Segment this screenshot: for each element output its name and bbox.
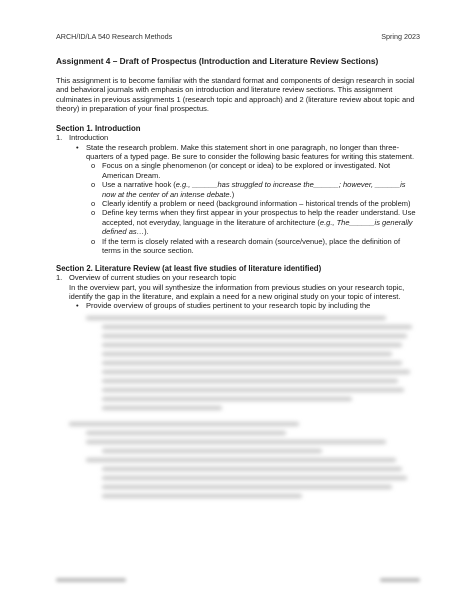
blurred-line xyxy=(86,440,386,444)
assignment-title: Assignment 4 – Draft of Prospectus (Introduction and Literature Review Sections) xyxy=(56,56,379,66)
blurred-line xyxy=(102,476,407,480)
document-body xyxy=(56,56,418,498)
blurred-line xyxy=(102,361,402,365)
blurred-footer-left xyxy=(56,578,126,582)
header-term: Spring 2023 xyxy=(381,32,420,41)
section1-item xyxy=(56,133,418,142)
blurred-line xyxy=(86,458,396,462)
bullet-marker: • xyxy=(76,142,79,152)
sub-marker: o xyxy=(91,236,96,246)
blurred-line xyxy=(102,343,402,347)
header-course: ARCH/ID/LA 540 Research Methods xyxy=(56,32,173,41)
section1-bullet-text: State the research problem. Make this statement short in one paragraph, no longer than three-quarters of a typed page. Be sure to consider the following basic features for writing this statement. xyxy=(86,142,415,162)
section1-bullet xyxy=(56,143,418,162)
blurred-line xyxy=(102,397,352,401)
section2-bullet xyxy=(56,301,418,310)
list-number: 1. xyxy=(56,133,63,143)
section1-item-label: Introduction xyxy=(69,133,109,143)
blurred-line xyxy=(102,449,322,453)
blurred-preview-region xyxy=(56,316,418,498)
section2-item xyxy=(56,273,418,282)
sub-marker: o xyxy=(91,161,96,171)
list-number: 1. xyxy=(56,273,63,283)
blurred-line xyxy=(102,325,412,329)
blurred-line xyxy=(102,388,404,392)
blurred-line xyxy=(102,406,222,410)
blurred-line xyxy=(102,352,392,356)
sub-marker: o xyxy=(91,180,96,190)
blurred-line xyxy=(102,379,398,383)
blurred-line xyxy=(102,334,407,338)
blurred-line xyxy=(102,467,402,471)
section2-heading: Section 2. Literature Review (at least five studies of literature identified) xyxy=(56,263,322,273)
sub-marker: o xyxy=(91,199,96,209)
section1-sub-4 xyxy=(56,208,418,236)
blurred-line xyxy=(102,494,302,498)
blurred-footer-right xyxy=(380,578,420,582)
sub-text: If the term is closely related with a research domain (source/venue), place the definition of terms in the source section. xyxy=(102,236,401,256)
sub-text: Clearly identify a problem or need (background information – historical trends of the problem) xyxy=(102,199,411,209)
sub-text-a: Define key terms when they first appear in your prospectus to help the reader understand. Use accepted, not everyday, language in the literature of architecture ( xyxy=(102,208,416,227)
section1-sub-3 xyxy=(56,199,418,208)
sub-text-example: e.g., ______has struggled to increase the______; however, ______is now at the center of an intense debate. xyxy=(102,180,406,199)
section1-heading: Section 1. Introduction xyxy=(56,123,141,133)
blurred-line xyxy=(102,370,410,374)
sub-text-c: ) xyxy=(231,189,235,199)
sub-text: Focus on a single phenomenon (or concept or idea) to be explored or investigated. Not American Dream. xyxy=(102,161,391,180)
bullet-marker: • xyxy=(76,301,79,311)
blurred-line xyxy=(102,485,392,489)
intro-paragraph: This assignment is to become familiar with the standard format and components of design research in social and behavioral journals with emphasis on introduction and literature review sections. This assignment culminates in previous assignments 1 (research topic and approach) and 2 (literature review about topic and theory) in preparation of your final prospectus. xyxy=(56,76,415,114)
sub-text-example: e.g., The______is generally defined as… xyxy=(102,217,413,237)
blurred-line xyxy=(69,422,299,426)
sub-text-a: Use a narrative hook ( xyxy=(102,180,176,190)
section2-bullet-text: Provide overview of groups of studies pertinent to your research topic by including the xyxy=(86,301,371,311)
section1-sub-1 xyxy=(56,161,418,180)
section1-sub-5 xyxy=(56,237,418,256)
blurred-line xyxy=(86,316,386,320)
section2-item-description: In the overview part, you will synthesize the information from previous studies on your research topic, identify the gap in the literature, and explain a need for a new original study on your topic of interest. xyxy=(69,282,405,301)
sub-text-c: ). xyxy=(144,227,149,237)
section1-sub-2 xyxy=(56,180,418,199)
blurred-line xyxy=(86,431,286,435)
section2-item-label: Overview of current studies on your research topic xyxy=(69,273,237,283)
sub-marker: o xyxy=(91,208,96,218)
